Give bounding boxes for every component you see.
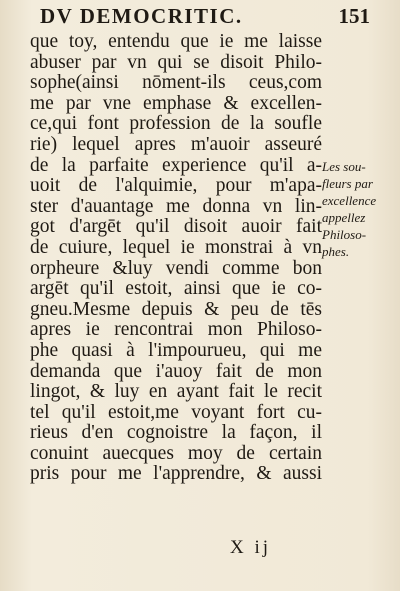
text-line: me par vne emphase & excellen-	[30, 92, 322, 114]
marginal-note	[322, 158, 392, 260]
page-number: 151	[338, 4, 370, 28]
text-line: phe quasi à l'impourueu, qui me	[30, 339, 322, 361]
marginal-note-line: appellez	[322, 210, 366, 225]
marginal-note-line: Philoso-	[322, 227, 367, 242]
body-text	[30, 32, 322, 485]
running-head	[40, 2, 370, 28]
text-line: de la parfaite experience qu'il a-	[30, 154, 322, 176]
text-line: que toy, entendu que ie me laisse	[30, 31, 322, 52]
text-line: lingot, & luy en ayant fait le recit	[30, 381, 322, 403]
marginal-note-line: Les sou-	[322, 159, 366, 174]
text-line: pris pour me l'apprendre, & aussi	[30, 463, 322, 485]
text-line: sophe(ainsi nōment-ils ceus,com	[30, 72, 322, 94]
text-line: demanda que i'auoy fait de mon	[30, 360, 322, 382]
text-line: orpheure &luy vendi comme bon	[30, 257, 322, 279]
marginal-note-line: excellence	[322, 193, 377, 208]
text-line: de cuiure, lequel ie monstrai à vn	[30, 236, 322, 258]
text-line: ster d'auantage me donna vn lin-	[30, 195, 322, 217]
text-line: apres ie rencontrai mon Philoso-	[30, 319, 322, 341]
text-line: rieus d'en cognoistre la façon, il	[30, 422, 322, 444]
text-line: conuint auecques moy de certain	[30, 442, 322, 464]
text-line: got d'argēt qu'il disoit auoir fait	[30, 216, 322, 238]
text-line: rie) lequel apres m'auoir asseuré	[30, 133, 322, 155]
text-line: gneu.Mesme depuis & peu de tēs	[30, 298, 322, 320]
text-line: uoit de l'alquimie, pour m'apa-	[30, 175, 322, 197]
signature-mark: X ij	[230, 537, 272, 558]
running-title: DV DEMOCRITIC.	[40, 4, 243, 28]
marginal-note-line: phes.	[322, 244, 350, 259]
text-line: tel qu'il estoit,me voyant fort cu-	[30, 401, 322, 423]
text-line: argēt qu'il estoit, ainsi que ie co-	[30, 278, 322, 300]
marginal-note-line: fleurs par	[322, 176, 373, 191]
text-line: ce,qui font profession de la soufle	[30, 113, 322, 135]
text-line: abuser par vn qui se disoit Philo-	[30, 51, 322, 73]
